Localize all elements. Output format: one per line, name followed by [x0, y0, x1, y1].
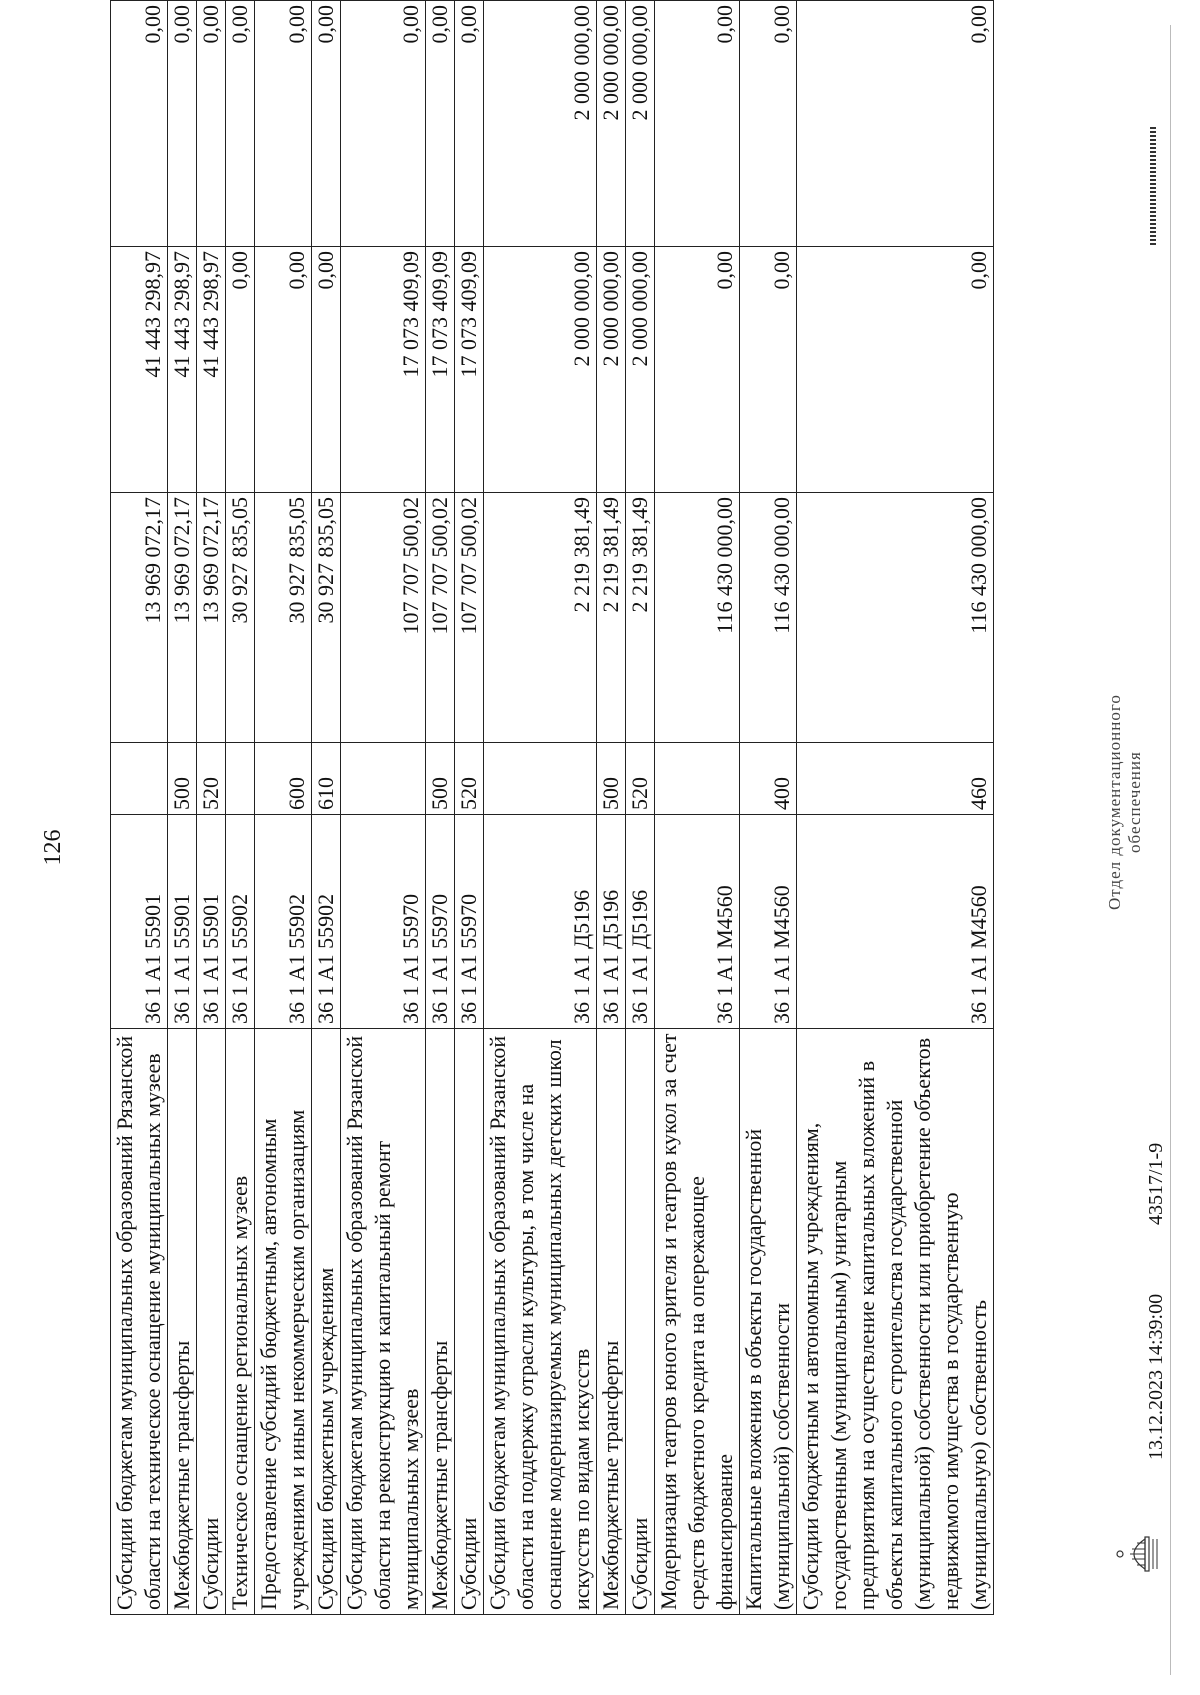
- row-value-2: 0,00: [255, 247, 312, 493]
- row-name: Модернизация театров юного зрителя и театров кукол за счет средств бюджетного кредита на опережающее финансирование: [655, 1029, 740, 1615]
- row-code: 36 1 A1 55970: [341, 815, 426, 1029]
- row-code: 36 1 A1 Д5196: [626, 815, 655, 1029]
- row-value-1: 116 430 000,00: [740, 493, 797, 743]
- row-code: 36 1 A1 55970: [455, 815, 484, 1029]
- row-value-3: 0,00: [255, 1, 312, 247]
- row-value-1: 116 430 000,00: [655, 493, 740, 743]
- table-row: [168, 1, 197, 1615]
- stamp-line-2: обеспечения: [1125, 751, 1144, 853]
- row-name: Субсидии бюджетам муниципальных образований Рязанской области на поддержку отрасли культуры, в том числе на оснащение модернизируемых муниципальных детских школ искусств по видам искусств: [484, 1029, 597, 1615]
- row-expense-type: 520: [197, 743, 226, 815]
- table-row: [626, 1, 655, 1615]
- row-code: 36 1 A1 55902: [255, 815, 312, 1029]
- row-code: 36 1 A1 55902: [312, 815, 341, 1029]
- row-code: 36 1 A1 Д5196: [597, 815, 626, 1029]
- table-row: [197, 1, 226, 1615]
- row-name: Субсидии бюджетным и автономным учреждениям, государственным (муниципальным) унитарным предприятиям на осуществление капитальных вложений в объекты капитального строительства государственной (муниципальной) собственности или приобретение объектов недвижимого имущества в государственную (муниципальную) собственность: [797, 1029, 994, 1615]
- row-value-1: 13 969 072,17: [197, 493, 226, 743]
- row-value-3: 0,00: [341, 1, 426, 247]
- table-row: [312, 1, 341, 1615]
- row-value-2: 2 000 000,00: [626, 247, 655, 493]
- row-value-2: 41 443 298,97: [197, 247, 226, 493]
- emblem-icon: [1115, 1533, 1161, 1575]
- row-value-3: 0,00: [797, 1, 994, 247]
- row-value-1: 116 430 000,00: [797, 493, 994, 743]
- row-name: Межбюджетные трансферты: [168, 1029, 197, 1615]
- row-expense-type: 520: [455, 743, 484, 815]
- row-value-1: 2 219 381,49: [597, 493, 626, 743]
- row-expense-type: 460: [797, 743, 994, 815]
- footer-datetime: 13.12.2023 14:39:00: [1145, 1293, 1167, 1460]
- table-row: [111, 1, 168, 1615]
- row-value-2: 41 443 298,97: [111, 247, 168, 493]
- row-value-2: 17 073 409,09: [455, 247, 484, 493]
- row-expense-type: 400: [740, 743, 797, 815]
- table-row: [426, 1, 455, 1615]
- row-name: Субсидии бюджетам муниципальных образований Рязанской области на реконструкцию и капитальный ремонт муниципальных музеев: [341, 1029, 426, 1615]
- row-name: Капитальные вложения в объекты государственной (муниципальной) собственности: [740, 1029, 797, 1615]
- row-expense-type: [341, 743, 426, 815]
- department-stamp: [1105, 694, 1145, 910]
- table-row: [455, 1, 484, 1615]
- row-value-2: 17 073 409,09: [426, 247, 455, 493]
- scan-edge-line: [1170, 25, 1171, 1675]
- row-expense-type: [484, 743, 597, 815]
- row-value-1: 107 707 500,02: [341, 493, 426, 743]
- row-expense-type: 520: [626, 743, 655, 815]
- table-row: [655, 1, 740, 1615]
- row-value-2: 0,00: [312, 247, 341, 493]
- row-value-1: 2 219 381,49: [484, 493, 597, 743]
- row-value-2: 0,00: [797, 247, 994, 493]
- row-name: Субсидии: [455, 1029, 484, 1615]
- row-expense-type: 500: [597, 743, 626, 815]
- row-name: Субсидии: [197, 1029, 226, 1615]
- row-expense-type: 610: [312, 743, 341, 815]
- row-expense-type: [226, 743, 255, 815]
- row-value-1: 30 927 835,05: [312, 493, 341, 743]
- page-number: 126: [40, 829, 66, 866]
- table-row: [341, 1, 426, 1615]
- row-value-2: 0,00: [740, 247, 797, 493]
- table-row: [740, 1, 797, 1615]
- row-value-3: 0,00: [168, 1, 197, 247]
- row-value-1: 13 969 072,17: [168, 493, 197, 743]
- row-value-2: 2 000 000,00: [597, 247, 626, 493]
- row-expense-type: [655, 743, 740, 815]
- table-row: [484, 1, 597, 1615]
- row-value-3: 0,00: [312, 1, 341, 247]
- row-name: Субсидии бюджетным учреждениям: [312, 1029, 341, 1615]
- row-value-3: 0,00: [426, 1, 455, 247]
- row-expense-type: 500: [426, 743, 455, 815]
- row-code: 36 1 A1 M4560: [797, 815, 994, 1029]
- table-row: [597, 1, 626, 1615]
- row-name: Предоставление субсидий бюджетным, автономным учреждениям и иным некоммерческим организациям: [255, 1029, 312, 1615]
- row-value-2: 2 000 000,00: [484, 247, 597, 493]
- row-code: 36 1 A1 55902: [226, 815, 255, 1029]
- row-name: Межбюджетные трансферты: [597, 1029, 626, 1615]
- table-row: [797, 1, 994, 1615]
- stamp-line-1: Отдел документационного: [1105, 694, 1124, 910]
- row-value-1: 107 707 500,02: [455, 493, 484, 743]
- row-name: Субсидии бюджетам муниципальных образований Рязанской области на техническое оснащение муниципальных музеев: [111, 1029, 168, 1615]
- scan-barcode-mark: [1150, 125, 1156, 245]
- row-value-1: 2 219 381,49: [626, 493, 655, 743]
- row-value-3: 2 000 000,00: [626, 1, 655, 247]
- table-row: [255, 1, 312, 1615]
- row-code: 36 1 A1 M4560: [740, 815, 797, 1029]
- row-value-3: 2 000 000,00: [484, 1, 597, 247]
- row-value-3: 0,00: [226, 1, 255, 247]
- row-value-1: 13 969 072,17: [111, 493, 168, 743]
- row-value-3: 0,00: [740, 1, 797, 247]
- budget-table: [110, 0, 994, 1615]
- row-value-3: 0,00: [111, 1, 168, 247]
- row-name: Техническое оснащение региональных музеев: [226, 1029, 255, 1615]
- table-row: [226, 1, 255, 1615]
- row-value-3: 2 000 000,00: [597, 1, 626, 247]
- row-value-1: 30 927 835,05: [255, 493, 312, 743]
- row-code: 36 1 A1 55901: [197, 815, 226, 1029]
- row-code: 36 1 A1 55901: [111, 815, 168, 1029]
- row-value-1: 107 707 500,02: [426, 493, 455, 743]
- row-value-2: 41 443 298,97: [168, 247, 197, 493]
- row-code: 36 1 A1 55970: [426, 815, 455, 1029]
- row-value-2: 17 073 409,09: [341, 247, 426, 493]
- row-expense-type: 600: [255, 743, 312, 815]
- row-expense-type: [111, 743, 168, 815]
- row-name: Межбюджетные трансферты: [426, 1029, 455, 1615]
- row-value-2: 0,00: [226, 247, 255, 493]
- row-value-3: 0,00: [455, 1, 484, 247]
- row-code: 36 1 A1 Д5196: [484, 815, 597, 1029]
- row-value-3: 0,00: [197, 1, 226, 247]
- row-name: Субсидии: [626, 1029, 655, 1615]
- row-code: 36 1 A1 55901: [168, 815, 197, 1029]
- footer-doc-number: 43517/1-9: [1145, 1142, 1167, 1225]
- row-code: 36 1 A1 M4560: [655, 815, 740, 1029]
- row-value-3: 0,00: [655, 1, 740, 247]
- row-expense-type: 500: [168, 743, 197, 815]
- row-value-2: 0,00: [655, 247, 740, 493]
- row-value-1: 30 927 835,05: [226, 493, 255, 743]
